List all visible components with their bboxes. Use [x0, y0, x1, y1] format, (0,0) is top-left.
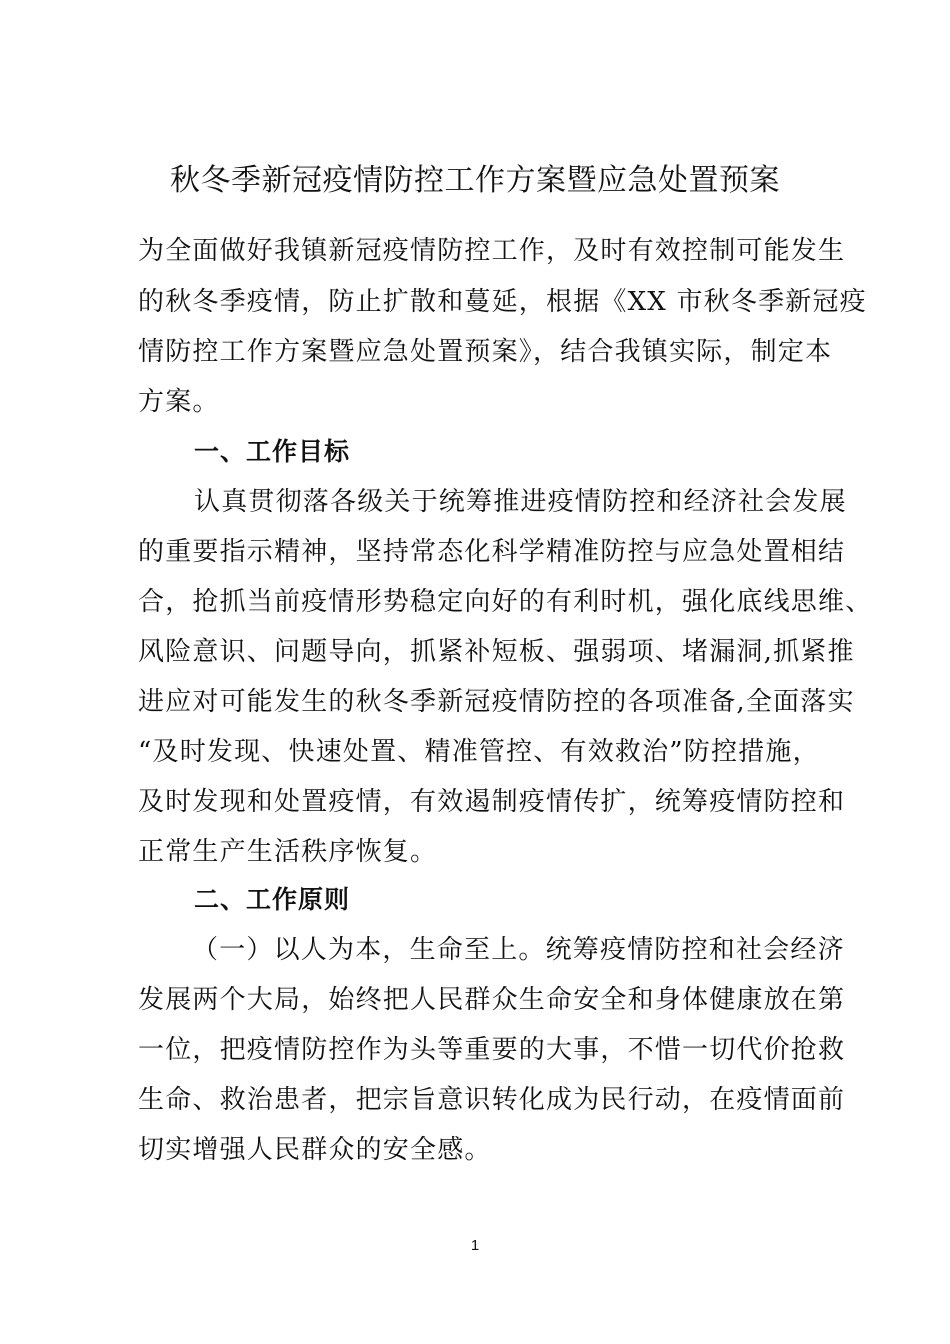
- section1-line: 及时发现和处置疫情，有效遏制疫情传扩，统筹疫情防控和: [138, 787, 846, 817]
- section2-line: 切实增强人民群众的安全感。: [138, 1135, 492, 1165]
- section1-line: “及时发现、快速处置、精准管控、有效救治”防控措施，: [138, 737, 820, 767]
- section-heading-goals: 一、工作目标: [194, 437, 351, 466]
- intro-line: 情防控工作方案暨应急处置预案》，结合我镇实际，制定本: [138, 337, 833, 367]
- intro-line: 为全面做好我镇新冠疫情防控工作，及时有效控制可能发生: [138, 236, 846, 266]
- section-heading-principles: 二、工作原则: [194, 885, 351, 914]
- section1-line: 正常生产生活秩序恢复。: [138, 837, 438, 867]
- section1-line: 的重要指示精神，坚持常态化科学精准防控与应急处置相结: [138, 537, 846, 567]
- section1-line: 认真贯彻落各级关于统筹推进疫情防控和经济社会发展: [194, 487, 847, 517]
- section1-line: 进应对可能发生的秋冬季新冠疫情防控的各项准备,全面落实: [138, 687, 855, 717]
- document-title: 秋冬季新冠疫情防控工作方案暨应急处置预案: [170, 163, 780, 198]
- section2-line: 生命、救治患者，把宗旨意识转化成为民行动，在疫情面前: [138, 1085, 846, 1115]
- section1-line: 风险意识、问题导向，抓紧补短板、强弱项、堵漏洞,抓紧推: [138, 637, 855, 667]
- section1-line: 合，抢抓当前疫情形势稳定向好的有利时机，强化底线思维、: [138, 587, 873, 617]
- page-number: 1: [470, 1237, 480, 1254]
- intro-line: 的秋冬季疫情，防止扩散和蔓延，根据《XX 市秋冬季新冠疫: [138, 287, 867, 317]
- section2-line: 一位，把疫情防控作为头等重要的大事，不惜一切代价抢救: [138, 1035, 846, 1065]
- section2-line: 发展两个大局，始终把人民群众生命安全和身体健康放在第: [138, 985, 846, 1015]
- section2-line: （一）以人为本，生命至上。统筹疫情防控和社会经济: [192, 935, 845, 965]
- intro-line: 方案。: [138, 387, 220, 417]
